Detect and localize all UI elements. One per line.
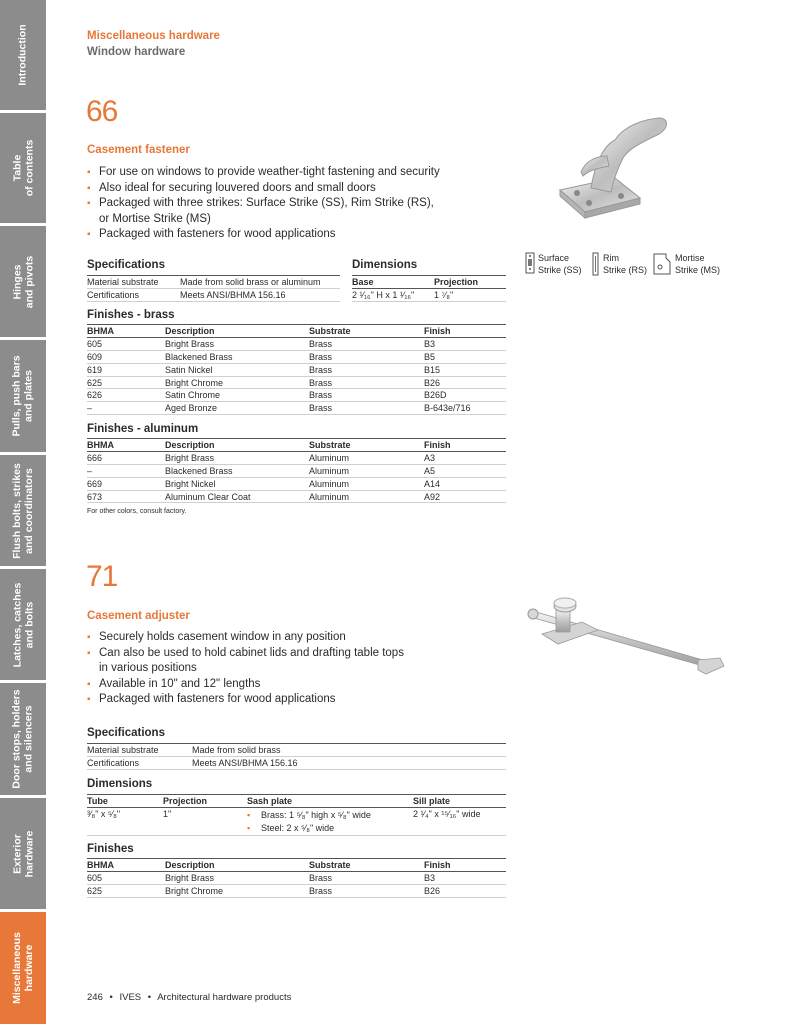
table-row: [87, 872, 506, 885]
col-header: Sill plate: [413, 795, 506, 808]
col-header: Description: [165, 439, 309, 452]
feature-item: ▪ Packaged with three strikes: Surface Strike (SS), Rim Strike (RS),: [87, 196, 440, 212]
casement-fastener-image: [555, 112, 685, 232]
cell-substrate: Brass: [309, 885, 424, 898]
strike-label: Strike (SS): [538, 265, 582, 275]
cell-substrate: Brass: [309, 402, 424, 415]
feature-item: ▪ Securely holds casement window in any position: [87, 630, 404, 646]
col-header: Finish: [424, 859, 506, 872]
finishes-aluminum-table: [87, 439, 506, 503]
table-header-row: [87, 325, 506, 338]
strike-label: Rim: [603, 253, 619, 263]
tab-door-stops[interactable]: [0, 683, 46, 795]
feature-item: ▪ Packaged with fasteners for wood applications: [87, 692, 404, 708]
header-category: Miscellaneous hardware: [87, 30, 220, 42]
strike-label: Strike (RS): [603, 265, 648, 275]
finishes-table-71: [87, 859, 506, 898]
feature-item: ▪ Packaged with fasteners for wood applications: [87, 227, 440, 243]
table-row: [87, 363, 506, 376]
dimensions-heading-66: Dimensions: [352, 259, 418, 271]
cell-substrate: Brass: [309, 363, 424, 376]
table-row: [352, 289, 506, 302]
strike-surface: [525, 252, 582, 276]
table-row: [87, 465, 506, 478]
table-row: [87, 338, 506, 351]
spec-key: Material substrate: [87, 276, 180, 289]
section-sidebar: [0, 0, 46, 1024]
cell-sash-plate: [247, 808, 413, 836]
cell-description: Bright Brass: [165, 872, 309, 885]
col-header: Tube: [87, 795, 163, 808]
separator: •: [109, 992, 113, 1003]
cell-bhma: 673: [87, 490, 165, 503]
cell-substrate: Brass: [309, 389, 424, 402]
cell-description: Blackened Brass: [165, 351, 309, 364]
cell-description: Bright Brass: [165, 338, 309, 351]
specs-heading-71: Specifications: [87, 727, 165, 739]
tab-label: Exterior hardware: [11, 830, 35, 877]
table-row: [87, 351, 506, 364]
cell-substrate: Brass: [309, 351, 424, 364]
sash-brass: Brass: 1 ⁵⁄₈" high x ⁵⁄₈" wide: [261, 810, 371, 821]
table-row: [87, 744, 506, 757]
finishes-aluminum-heading: Finishes - aluminum: [87, 423, 199, 435]
table-row: [87, 885, 506, 898]
feature-list-71: [87, 630, 404, 708]
feature-item: ▪ Available in 10" and 12" lengths: [87, 677, 404, 693]
cell-tube: ³⁄₈" x ⁵⁄₈": [87, 808, 163, 836]
cell-substrate: Aluminum: [309, 465, 424, 478]
spec-value: Meets ANSI/BHMA 156.16: [180, 289, 340, 302]
col-header: Substrate: [309, 439, 424, 452]
cell-bhma: 605: [87, 338, 165, 351]
cell-bhma: 625: [87, 376, 165, 389]
feature-list-66: [87, 165, 440, 243]
tab-flush-bolts[interactable]: [0, 455, 46, 566]
table-header-row: [87, 439, 506, 452]
cell: 1 ⁷⁄₈": [434, 289, 506, 302]
specs-heading-66: Specifications: [87, 259, 165, 271]
col-header: Projection: [163, 795, 247, 808]
spec-key: Material substrate: [87, 744, 192, 757]
spec-value: Meets ANSI/BHMA 156.16: [192, 757, 506, 770]
tab-label: Door stops, holders and silencers: [11, 689, 35, 789]
dimensions-heading-71: Dimensions: [87, 778, 153, 790]
cell-finish: A92: [424, 490, 506, 503]
specs-table-66: [87, 276, 340, 302]
col-header: Description: [165, 859, 309, 872]
casement-adjuster-image: [520, 592, 730, 687]
sash-steel: Steel: 2 x ⁵⁄₈" wide: [261, 822, 335, 833]
cell-description: Aged Bronze: [165, 402, 309, 415]
cell-bhma: 626: [87, 389, 165, 402]
cell-finish: B26: [424, 885, 506, 898]
table-row: [87, 389, 506, 402]
cell-finish: B5: [424, 351, 506, 364]
table-row: [87, 289, 340, 302]
table-header-row: [87, 859, 506, 872]
colors-note: For other colors, consult factory.: [87, 508, 187, 515]
bullet: ▪: [247, 822, 251, 833]
tab-label: Pulls, push bars and plates: [11, 355, 36, 437]
cell-finish: A3: [424, 452, 506, 465]
cell-finish: A5: [424, 465, 506, 478]
finishes-brass-table: [87, 325, 506, 415]
col-header: Substrate: [309, 325, 424, 338]
tab-table-of-contents[interactable]: [0, 113, 46, 223]
specs-table-71: [87, 744, 506, 770]
finishes-heading-71: Finishes: [87, 843, 134, 855]
col-header: Finish: [424, 325, 506, 338]
table-row: [87, 757, 506, 770]
tab-label: Flush bolts, strikes and coordinators: [11, 462, 36, 559]
cell-substrate: Aluminum: [309, 490, 424, 503]
cell-substrate: Aluminum: [309, 452, 424, 465]
cell-bhma: 605: [87, 872, 165, 885]
cell-substrate: Brass: [309, 872, 424, 885]
brand-name: IVES: [119, 992, 142, 1003]
cell-description: Blackened Brass: [165, 465, 309, 478]
rim-strike-icon: [592, 252, 600, 276]
cell-finish: B15: [424, 363, 506, 376]
tab-introduction[interactable]: [0, 0, 46, 110]
cell-bhma: –: [87, 402, 165, 415]
tab-label: Latches, catches and bolts: [11, 582, 36, 667]
tab-latches-catches[interactable]: [0, 569, 46, 680]
cell-bhma: 669: [87, 477, 165, 490]
col-header: Substrate: [309, 859, 424, 872]
table-row: [87, 477, 506, 490]
tab-pulls-push-bars[interactable]: [0, 340, 46, 452]
cell-sill-plate: 2 ¹⁄₄" x ¹⁵⁄₁₆" wide: [413, 808, 506, 836]
sash-line: [247, 822, 413, 835]
feature-item-continued: or Mortise Strike (MS): [99, 212, 211, 225]
spec-key: Certifications: [87, 757, 192, 770]
strike-label: Strike (MS): [675, 265, 720, 275]
product-number-66: 66: [86, 95, 118, 128]
cell-bhma: 619: [87, 363, 165, 376]
tab-hinges-and-pivots[interactable]: [0, 226, 46, 337]
col-header: BHMA: [87, 859, 165, 872]
cell-bhma: –: [87, 465, 165, 478]
cell-description: Satin Nickel: [165, 363, 309, 376]
header-subcategory: Window hardware: [87, 46, 186, 58]
feature-item-continued: in various positions: [99, 662, 197, 675]
tab-exterior-hardware[interactable]: [0, 798, 46, 909]
feature-item: ▪ For use on windows to provide weather-tight fastening and security: [87, 165, 440, 181]
cell-projection: 1": [163, 808, 247, 836]
col-header: Base: [352, 276, 434, 289]
tab-label: Table of contents: [11, 139, 35, 197]
surface-strike-icon: [525, 252, 535, 274]
table-row: [352, 276, 506, 289]
cell-finish: B3: [424, 338, 506, 351]
cell: 2 ¹⁄₁₆" H x 1 ¹⁄₁₆": [352, 289, 434, 302]
feature-item: ▪ Also ideal for securing louvered doors and small doors: [87, 181, 440, 197]
cell-bhma: 609: [87, 351, 165, 364]
strike-label: Surface: [538, 253, 570, 263]
dimensions-table-71: [87, 795, 506, 836]
cell-description: Bright Nickel: [165, 477, 309, 490]
table-row: [87, 490, 506, 503]
col-header: BHMA: [87, 325, 165, 338]
tab-label: Introduction: [17, 24, 29, 86]
finishes-brass-heading: Finishes - brass: [87, 309, 175, 321]
cell-description: Bright Chrome: [165, 376, 309, 389]
spec-value: Made from solid brass or aluminum: [180, 276, 340, 289]
strike-rim: [592, 252, 647, 276]
cell-finish: B26: [424, 376, 506, 389]
tab-miscellaneous-hardware[interactable]: [0, 912, 46, 1024]
separator: •: [147, 992, 152, 1003]
cell-description: Bright Brass: [165, 452, 309, 465]
sash-line: [247, 809, 413, 822]
page-number: 246: [87, 992, 103, 1003]
col-header: Description: [165, 325, 309, 338]
cell-description: Aluminum Clear Coat: [165, 490, 309, 503]
cell-finish: B26D: [424, 389, 506, 402]
table-row: [87, 276, 340, 289]
col-header: Sash plate: [247, 795, 413, 808]
page-footer: [87, 992, 295, 1003]
strike-mortise: [652, 252, 720, 276]
product-number-71: 71: [86, 560, 118, 593]
cell-bhma: 666: [87, 452, 165, 465]
product-title-66: Casement fastener: [87, 144, 190, 156]
strike-label: Mortise: [675, 253, 705, 263]
spec-value: Made from solid brass: [192, 744, 506, 757]
col-header: Finish: [424, 439, 506, 452]
cell-substrate: Aluminum: [309, 477, 424, 490]
product-title-71: Casement adjuster: [87, 610, 190, 622]
col-header: Projection: [434, 276, 506, 289]
table-row: [87, 808, 506, 836]
footer-section: Architectural hardware products: [157, 992, 292, 1003]
cell-substrate: Brass: [309, 338, 424, 351]
spec-key: Certifications: [87, 289, 180, 302]
feature-item: ▪ Can also be used to hold cabinet lids and drafting table tops: [87, 646, 404, 662]
table-header-row: [87, 795, 506, 808]
table-row: [87, 452, 506, 465]
cell-finish: A14: [424, 477, 506, 490]
col-header: BHMA: [87, 439, 165, 452]
table-row: [87, 402, 506, 415]
cell-substrate: Brass: [309, 376, 424, 389]
cell-description: Satin Chrome: [165, 389, 309, 402]
table-row: [87, 376, 506, 389]
cell-description: Bright Chrome: [165, 885, 309, 898]
dimensions-table-66: [352, 276, 506, 302]
cell-bhma: 625: [87, 885, 165, 898]
mortise-strike-icon: [652, 252, 672, 276]
cell-finish: B3: [424, 872, 506, 885]
tab-label: Miscellaneous hardware: [11, 932, 35, 1004]
tab-label: Hinges and pivots: [11, 255, 36, 308]
bullet: ▪: [247, 810, 251, 821]
cell-finish: B-643e/716: [424, 402, 506, 415]
